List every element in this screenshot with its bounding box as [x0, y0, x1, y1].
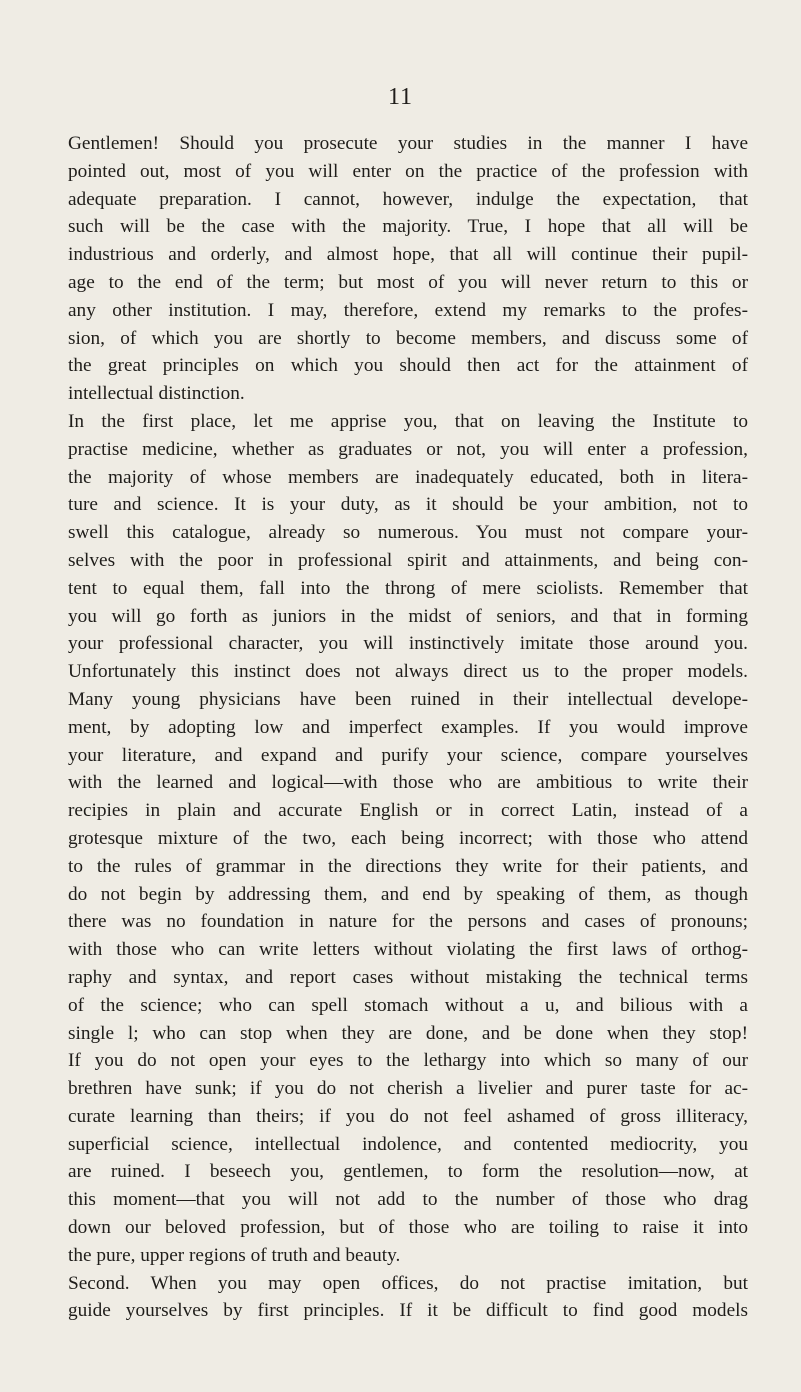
- text-line: do not begin by addressing them, and end by speaking of them, as though: [68, 883, 748, 905]
- text-line: such will be the case with the majority. True, I hope that all will be: [68, 216, 748, 238]
- text-line: are ruined. I beseech you, gentlemen, to form the resolution—now, at: [68, 1161, 748, 1183]
- text-line: Gentlemen! Should you prosecute your studies in the manner I have: [68, 133, 748, 154]
- text-line: If you do not open your eyes to the lethargy into which so many of our: [68, 1050, 748, 1072]
- page-number: 11: [387, 84, 414, 110]
- text-line: ment, by adopting low and imperfect examples. If you would improve: [68, 716, 748, 738]
- text-line: Unfortunately this instinct does not always direct us to the proper models.: [68, 661, 748, 683]
- text-line: ture and science. It is your duty, as it should be your ambition, not to: [68, 494, 748, 516]
- text-line: age to the end of the term; but most of you will never return to this or: [68, 271, 748, 293]
- text-line: brethren have sunk; if you do not cherish a livelier and purer taste for ac-: [68, 1078, 748, 1100]
- text-line: tent to equal them, fall into the throng of mere sciolists. Remember that: [68, 577, 748, 599]
- text-line: single l; who can stop when they are done, and be done when they stop!: [68, 1022, 748, 1044]
- text-line: In the first place, let me apprise you, that on leaving the Institute to: [68, 410, 748, 432]
- text-line: pointed out, most of you will enter on the practice of the profession with: [68, 160, 748, 182]
- text-line: the great principles on which you should then act for the attainment of: [68, 355, 748, 377]
- text-line: your literature, and expand and purify your science, compare yourselves: [68, 744, 748, 766]
- text-line: grotesque mixture of the two, each being incorrect; with those who attend: [68, 827, 748, 849]
- text-line: practise medicine, whether as graduates or not, you will enter a profession,: [68, 438, 748, 460]
- text-line: intellectual distinction.: [68, 383, 245, 405]
- text-line: any other institution. I may, therefore, extend my remarks to the profes-: [68, 299, 748, 321]
- text-line: of the science; who can spell stomach without a u, and bilious with a: [68, 994, 748, 1016]
- text-line: industrious and orderly, and almost hope, that all will continue their pupil-: [68, 244, 748, 266]
- text-line: superficial science, intellectual indolence, and contented mediocrity, you: [68, 1133, 748, 1155]
- text-line: your professional character, you will instinctively imitate those around you.: [68, 633, 748, 655]
- text-line: with the learned and logical—with those who are ambitious to write their: [68, 772, 748, 794]
- text-line: selves with the poor in professional spirit and attainments, and being con-: [68, 549, 748, 571]
- text-line: this moment—that you will not add to the number of those who drag: [68, 1189, 748, 1211]
- text-line: Second. When you may open offices, do not practise imitation, but: [68, 1272, 748, 1294]
- text-line: you will go forth as juniors in the midst of seniors, and that in forming: [68, 605, 748, 627]
- text-line: Many young physicians have been ruined in their intellectual develope-: [68, 688, 748, 710]
- text-line: curate learning than theirs; if you do not feel ashamed of gross illiteracy,: [68, 1105, 748, 1127]
- text-line: down our beloved profession, but of those who are toiling to raise it into: [68, 1217, 748, 1239]
- text-line: there was no foundation in nature for the persons and cases of pronouns;: [68, 911, 748, 933]
- text-line: with those who can write letters without violating the first laws of orthog-: [68, 939, 748, 961]
- text-line: the pure, upper regions of truth and beauty.: [68, 1244, 401, 1266]
- text-line: recipies in plain and accurate English or in correct Latin, instead of a: [68, 800, 748, 822]
- text-line: to the rules of grammar in the directions they write for their patients, and: [68, 855, 748, 877]
- text-line: swell this catalogue, already so numerous. You must not compare your-: [68, 522, 748, 544]
- text-line: adequate preparation. I cannot, however, indulge the expectation, that: [68, 188, 748, 210]
- body-text: [68, 130, 748, 1325]
- text-line: guide yourselves by first principles. If it be difficult to find good models: [68, 1300, 748, 1322]
- text-line: the majority of whose members are inadequately educated, both in litera-: [68, 466, 748, 488]
- text-line: sion, of which you are shortly to become members, and discuss some of: [68, 327, 748, 349]
- text-line: raphy and syntax, and report cases without mistaking the technical terms: [68, 966, 748, 988]
